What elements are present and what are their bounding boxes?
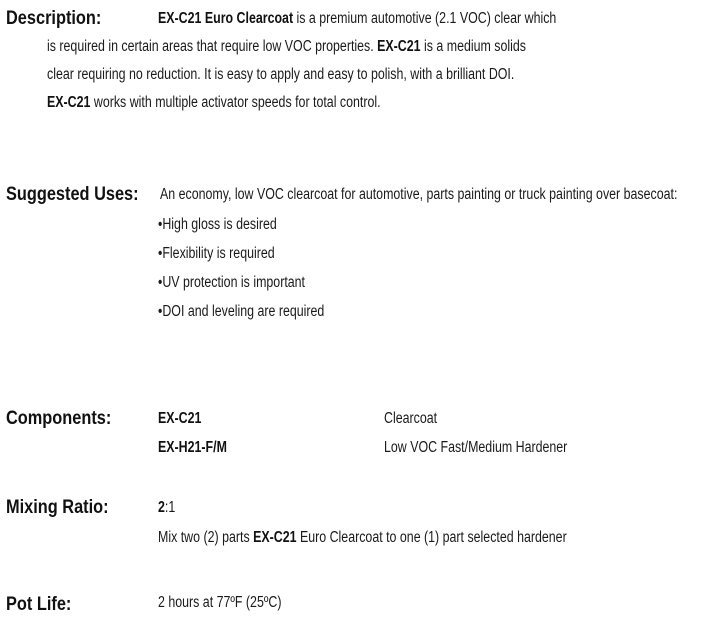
product-code: EX-C21	[253, 529, 297, 546]
product-code: EX-C21	[47, 94, 91, 111]
component-desc: Clearcoat	[384, 410, 438, 427]
bullet-item: •DOI and leveling are required	[158, 303, 325, 320]
pot-life-label: Pot Life:	[6, 594, 72, 615]
product-code: EX-C21	[377, 38, 421, 55]
mixing-ratio-label: Mixing Ratio:	[6, 497, 109, 518]
description-line-2: is required in certain areas that require low VOC properties. EX-C21 is a medium solids	[47, 38, 526, 55]
bullet-item: •Flexibility is required	[158, 245, 275, 262]
mixing-ratio-value: 2:1	[158, 499, 176, 516]
component-desc: Low VOC Fast/Medium Hardener	[384, 439, 568, 456]
mixing-instructions: Mix two (2) parts EX-C21 Euro Clearcoat to one (1) part selected hardener	[158, 529, 567, 546]
components-label: Components:	[6, 408, 112, 429]
description-line-4: EX-C21 works with multiple activator speeds for total control.	[47, 94, 381, 111]
description-line-1: EX-C21 Euro Clearcoat is a premium automotive (2.1 VOC) clear which	[158, 10, 557, 27]
suggested-uses-label: Suggested Uses:	[6, 184, 139, 205]
component-code: EX-C21	[158, 410, 202, 427]
description-label: Description:	[6, 8, 102, 29]
component-code: EX-H21-F/M	[158, 439, 227, 456]
product-name: EX-C21 Euro Clearcoat	[158, 10, 294, 27]
description-line-3: clear requiring no reduction. It is easy to apply and easy to polish, with a brilliant DOI.	[47, 66, 515, 83]
bullet-item: •High gloss is desired	[158, 216, 277, 233]
suggested-uses-intro: An economy, low VOC clearcoat for automotive, parts painting or truck painting over basecoat:	[160, 186, 678, 203]
pot-life-value: 2 hours at 77ºF (25ºC)	[158, 594, 282, 611]
bullet-item: •UV protection is important	[158, 274, 306, 291]
